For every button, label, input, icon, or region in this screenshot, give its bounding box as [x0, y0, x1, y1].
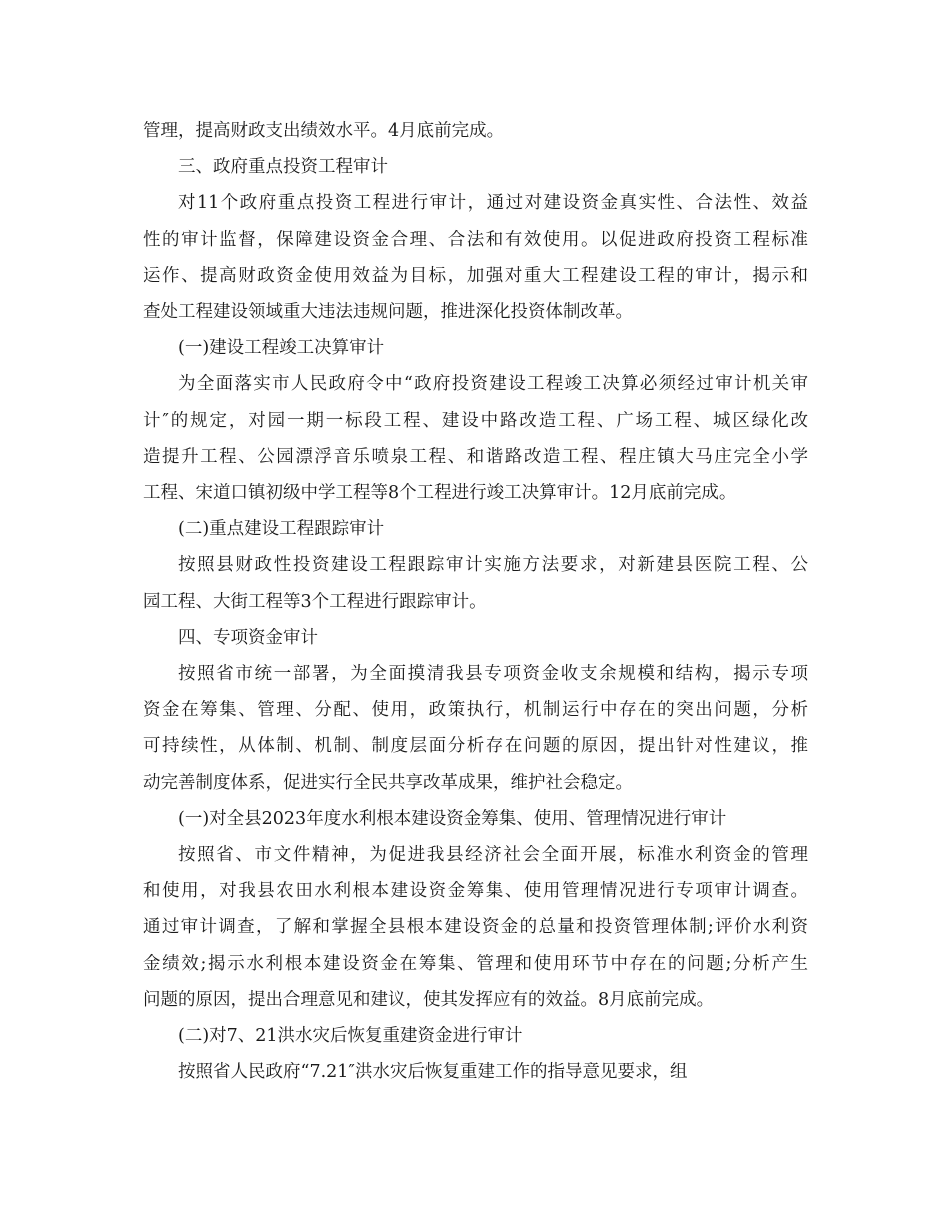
text-line: 按照省市统一部署，为全面摸清我县专项资金收支余规模和结构，揭示专项	[178, 664, 808, 685]
text-line: 问题的原因，提出合理意见和建议，使其发挥应有的效益。8月底前完成。	[143, 989, 715, 1010]
paragraph-p12	[143, 1018, 808, 1054]
text-line: 金绩效;揭示水利根本建设资金在筹集、管理和使用环节中存在的问题;分析产生	[143, 953, 808, 974]
text-line: 按照省人民政府“7.21″洪水灾后恢复重建工作的指导意见要求，组	[178, 1062, 688, 1083]
text-line: (二)对7、21洪水灾后恢复重建资金进行审计	[178, 1026, 523, 1047]
text-line: 四、专项资金审计	[178, 627, 318, 648]
text-line: 计″的规定，对园一期一标段工程、建设中路改造工程、广场工程、城区绿化改	[143, 410, 808, 431]
text-line: 园工程、大街工程等3个工程进行跟踪审计。	[143, 591, 487, 612]
text-line: 动完善制度体系，促进实行全民共享改革成果，维护社会稳定。	[143, 772, 633, 793]
text-line: 造提升工程、公园漂浮音乐喷泉工程、和谐路改造工程、程庄镇大马庄完全小学	[143, 446, 808, 467]
paragraph-p1	[143, 113, 808, 149]
text-line: 性的审计监督，保障建设资金合理、合法和有效使用。以促进政府投资工程标准	[143, 229, 808, 250]
text-line: 工程、宋道口镇初级中学工程等8个工程进行竣工决算审计。12月底前完成。	[143, 483, 737, 504]
text-line: 通过审计调查，了解和掌握全县根本建设资金的总量和投资管理体制;评价水利资	[143, 917, 808, 938]
text-line: (一)建设工程竣工决算审计	[178, 338, 385, 359]
paragraph-p7	[143, 547, 808, 619]
text-line: 资金在筹集、管理、分配、使用，政策执行，机制运行中存在的突出问题，分析	[143, 700, 808, 721]
paragraph-p8	[143, 620, 808, 656]
document-body	[143, 113, 808, 1090]
paragraph-p3	[143, 185, 808, 330]
text-line: 按照县财政性投资建设工程跟踪审计实施方法要求，对新建县医院工程、公	[178, 555, 808, 576]
text-line: 查处工程建设领域重大违法违规问题，推进深化投资体制改革。	[143, 302, 633, 323]
paragraph-p10	[143, 801, 808, 837]
paragraph-p4	[143, 330, 808, 366]
text-line: (一)对全县2023年度水利根本建设资金筹集、使用、管理情况进行审计	[178, 808, 727, 829]
text-line: 对11个政府重点投资工程进行审计，通过对建设资金真实性、合法性、效益	[178, 193, 808, 214]
text-line: (二)重点建设工程跟踪审计	[178, 519, 385, 540]
text-line: 管理，提高财政支出绩效水平。4月底前完成。	[143, 121, 505, 141]
paragraph-p11	[143, 837, 808, 1018]
paragraph-p5	[143, 366, 808, 511]
text-line: 运作、提高财政资金使用效益为目标，加强对重大工程建设工程的审计，揭示和	[143, 265, 808, 286]
paragraph-p9	[143, 656, 808, 801]
paragraph-p13	[143, 1054, 808, 1090]
text-line: 按照省、市文件精神，为促进我县经济社会全面开展，标准水利资金的管理	[178, 845, 808, 866]
paragraph-p2	[143, 149, 808, 185]
text-line: 为全面落实市人民政府令中“政府投资建设工程竣工决算必须经过审计机关审	[178, 374, 808, 395]
text-line: 可持续性，从体制、机制、制度层面分析存在问题的原因，提出针对性建议，推	[143, 736, 808, 757]
paragraph-p6	[143, 511, 808, 547]
text-line: 三、政府重点投资工程审计	[178, 157, 388, 178]
text-line: 和使用，对我县农田水利根本建设资金筹集、使用管理情况进行专项审计调查。	[143, 881, 808, 902]
